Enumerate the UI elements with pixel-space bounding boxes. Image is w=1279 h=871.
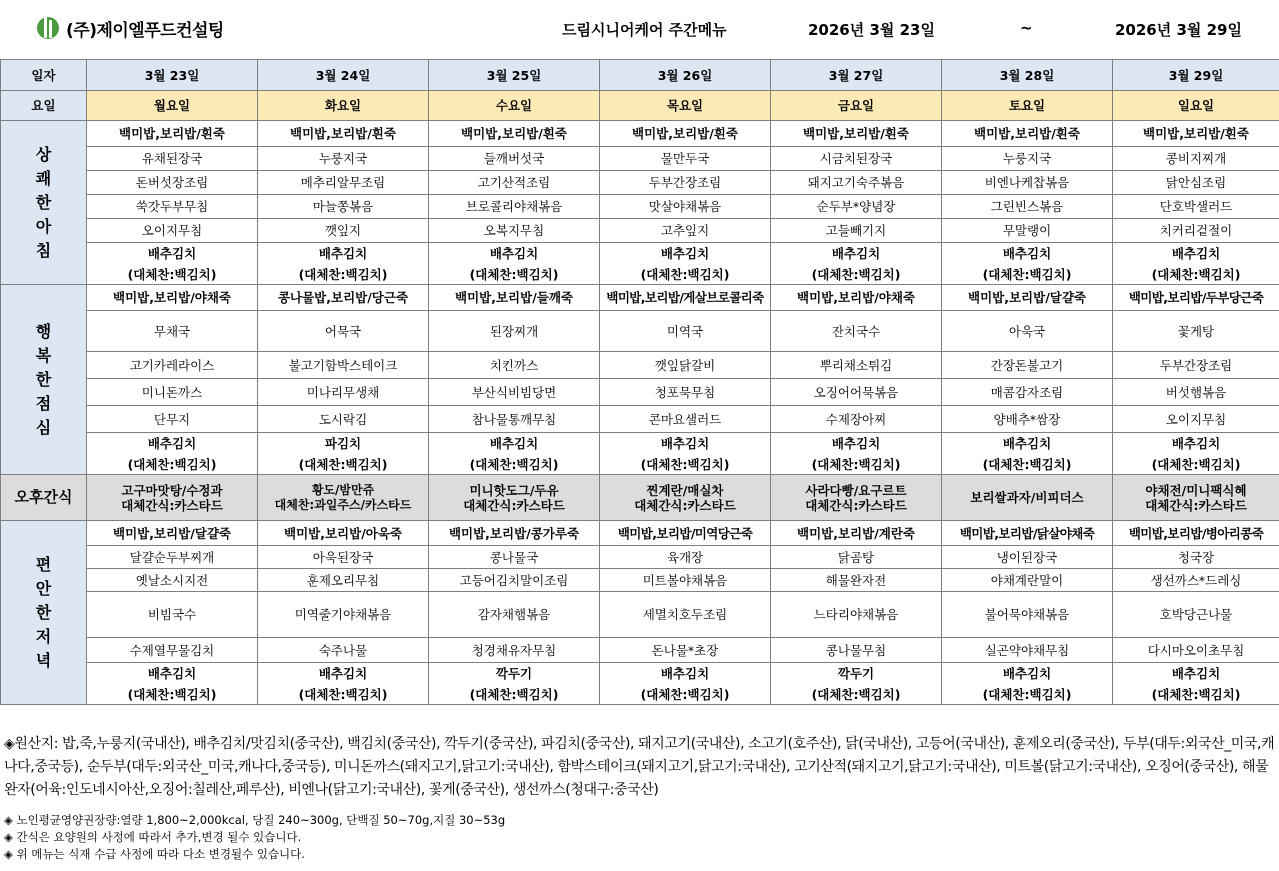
menu-cell: 그린빈스볶음: [942, 195, 1113, 219]
menu-cell: 순두부*양념장: [771, 195, 942, 219]
menu-cell: 고들빼기지: [771, 219, 942, 243]
snack-item: 미니핫도그/두유: [469, 482, 559, 498]
menu-cell: 백미밥,보리밥/게살브로콜리죽: [600, 285, 771, 311]
breakfast-label: [1, 121, 87, 285]
snack-note: ◈ 간식은 요양원의 사정에 따라서 추가,변경 될수 있습니다.: [4, 830, 302, 844]
menu-cell: 백미밥,보리밥/아욱죽: [258, 521, 429, 546]
menu-cell: 느타리야채볶음: [771, 592, 942, 638]
dinner-row: [1, 521, 1279, 546]
menu-cell: 물만두국: [600, 147, 771, 171]
menu-cell: 실곤약야채무침: [942, 638, 1113, 663]
lunch-row: [1, 433, 1279, 455]
dinner-row: [1, 569, 1279, 592]
menu-cell: 오이지무침: [1113, 406, 1279, 433]
snack-item: 황도/밤만쥬: [311, 482, 375, 497]
menu-cell: 고기산적조림: [429, 171, 600, 195]
menu-cell: 야채계란말이: [942, 569, 1113, 592]
snack-item: 고구마맛탕/수정과: [121, 482, 223, 498]
menu-cell: 고추잎지: [600, 219, 771, 243]
menu-cell: 유채된장국: [87, 147, 258, 171]
date-cell: 3월 27일: [771, 60, 942, 91]
snack-item: 보리쌀과자/비피더스: [970, 490, 1084, 505]
menu-cell: 콘마요샐러드: [600, 406, 771, 433]
menu-cell: 오징어어묵볶음: [771, 379, 942, 406]
menu-cell: 배추김치: [1113, 663, 1279, 685]
menu-cell: (대체찬:백김치): [258, 685, 429, 705]
date-cell: 3월 23일: [87, 60, 258, 91]
menu-cell: 누룽지국: [942, 147, 1113, 171]
menu-cell: 숙주나물: [258, 638, 429, 663]
menu-cell: 배추김치: [942, 663, 1113, 685]
date-separator: ~: [1020, 19, 1033, 37]
lunch-label: [1, 285, 87, 475]
menu-cell: (대체찬:백김치): [1113, 455, 1279, 475]
breakfast-row: [1, 219, 1279, 243]
menu-cell: (대체찬:백김치): [771, 455, 942, 475]
menu-cell: 배추김치: [258, 663, 429, 685]
menu-cell: 콩나물밥,보리밥/당근죽: [258, 285, 429, 311]
day-row: [1, 91, 1279, 121]
snack-cell: [771, 475, 942, 521]
snack-label: 오후간식: [1, 475, 87, 521]
menu-cell: 백미밥,보리밥/흰죽: [942, 121, 1113, 147]
menu-cell: 배추김치: [429, 433, 600, 455]
snack-cell: [258, 475, 429, 521]
dinner-row: [1, 663, 1279, 685]
menu-cell: 치킨까스: [429, 352, 600, 379]
lunch-row: [1, 285, 1279, 311]
menu-cell: 무말랭이: [942, 219, 1113, 243]
menu-cell: (대체찬:백김치): [87, 685, 258, 705]
menu-cell: 메추리알무조림: [258, 171, 429, 195]
menu-cell: 다시마오이초무침: [1113, 638, 1279, 663]
snack-cell: [429, 475, 600, 521]
snack-cell: [87, 475, 258, 521]
snack-alternative: 대체간식:카스타드: [121, 497, 223, 513]
menu-cell: 콩나물국: [429, 546, 600, 569]
menu-cell: 배추김치: [942, 433, 1113, 455]
menu-cell: 닭곰탕: [771, 546, 942, 569]
menu-cell: 고등어김치말이조림: [429, 569, 600, 592]
lunch-label-text: 행 복 한 점 심: [35, 321, 52, 437]
lunch-row: [1, 406, 1279, 433]
menu-cell: 수제열무물김치: [87, 638, 258, 663]
day-cell: 일요일: [1113, 91, 1279, 121]
menu-cell: 브로콜리야채볶음: [429, 195, 600, 219]
menu-cell: 청포묵무침: [600, 379, 771, 406]
menu-cell: 깻잎닭갈비: [600, 352, 771, 379]
nutrition-note: ◈ 노인평균영양권장량:열량 1,800~2,000kcal, 당질 240~300g, 단백질 50~70g,지질 30~53g: [4, 813, 506, 827]
menu-cell: 깻잎지: [258, 219, 429, 243]
menu-cell: 배추김치: [942, 243, 1113, 265]
menu-cell: 불어묵야채볶음: [942, 592, 1113, 638]
day-cell: 수요일: [429, 91, 600, 121]
menu-cell: 육개장: [600, 546, 771, 569]
menu-cell: 백미밥,보리밥/흰죽: [1113, 121, 1279, 147]
menu-cell: 훈제오리무침: [258, 569, 429, 592]
menu-cell: 백미밥,보리밥/흰죽: [87, 121, 258, 147]
menu-cell: (대체찬:백김치): [429, 455, 600, 475]
snack-alternative: 대체간식:카스타드: [1145, 497, 1247, 513]
date-cell: 3월 26일: [600, 60, 771, 91]
menu-cell: 오복지무침: [429, 219, 600, 243]
menu-cell: (대체찬:백김치): [600, 455, 771, 475]
menu-cell: (대체찬:백김치): [771, 685, 942, 705]
menu-cell: 배추김치: [600, 433, 771, 455]
menu-cell: (대체찬:백김치): [600, 265, 771, 285]
menu-cell: 배추김치: [771, 243, 942, 265]
menu-cell: 돼지고기숙주볶음: [771, 171, 942, 195]
menu-cell: 도시락김: [258, 406, 429, 433]
menu-cell: 비엔나케찹볶음: [942, 171, 1113, 195]
menu-cell: 백미밥,보리밥/두부당근죽: [1113, 285, 1279, 311]
breakfast-label-text: 상 쾌 한 아 침: [35, 144, 52, 260]
menu-cell: 미트볼야채볶음: [600, 569, 771, 592]
dinner-label-text: 편 안 한 저 녁: [35, 554, 52, 670]
menu-cell: (대체찬:백김치): [771, 265, 942, 285]
snack-cell: [600, 475, 771, 521]
menu-cell: 두부간장조림: [1113, 352, 1279, 379]
menu-cell: 고기카레라이스: [87, 352, 258, 379]
snack-item: 야채전/미니팩식혜: [1145, 482, 1247, 498]
breakfast-row: [1, 265, 1279, 285]
menu-cell: 해물완자전: [771, 569, 942, 592]
menu-cell: (대체찬:백김치): [942, 455, 1113, 475]
snack-alternative: 대체간식:카스타드: [805, 497, 907, 513]
menu-cell: 배추김치: [258, 243, 429, 265]
menu-cell: 부산식비빔당면: [429, 379, 600, 406]
menu-cell: 콩나물무침: [771, 638, 942, 663]
menu-cell: 닭안심조림: [1113, 171, 1279, 195]
menu-cell: 옛날소시지전: [87, 569, 258, 592]
menu-cell: 백미밥,보리밥/들깨죽: [429, 285, 600, 311]
date-cell: 3월 29일: [1113, 60, 1279, 91]
menu-cell: 백미밥,보리밥/흰죽: [258, 121, 429, 147]
menu-cell: (대체찬:백김치): [1113, 265, 1279, 285]
menu-cell: 생선까스*드레싱: [1113, 569, 1279, 592]
menu-cell: 쑥갓두부무침: [87, 195, 258, 219]
menu-cell: 콩비지찌개: [1113, 147, 1279, 171]
day-cell: 토요일: [942, 91, 1113, 121]
company-name: (주)제이엘푸드컨설팅: [66, 21, 224, 41]
breakfast-row: [1, 147, 1279, 171]
origin-note: ◈원산지: 밥,죽,누룽지(국내산), 배추김치/맛김치(중국산), 백김치(중국산), 깍두기(중국산), 파김치(중국산), 돼지고기(국내산), 소고기(호주산), 닭(국내산), 고등어(국내산), 훈제오리(중국산), 두부(대두:외국산_미국,캐나다,중국등), 순두부(대두:외국산_미국,캐나다,중국등), 미니돈까스(돼지고기,닭고기:국내산), 함박스테이크(돼지고기,닭고기:국내산), 고기산적(돼지고기,닭고기:국내산), 미트볼(닭고기:국내산), 오징어(중국산), 해물완자(어육:인도네시아산,오징어:칠레산,페루산), 비엔나(닭고기:국내산), 꽃게(중국산), 생선까스(청대구:중국산): [4, 736, 1275, 798]
breakfast-row: [1, 121, 1279, 147]
date-from: 2026년 3월 23일: [808, 21, 935, 39]
menu-cell: 맛살야채볶음: [600, 195, 771, 219]
dinner-row: [1, 546, 1279, 569]
menu-cell: 배추김치: [600, 243, 771, 265]
menu-cell: 깍두기: [429, 663, 600, 685]
menu-cell: 배추김치: [87, 243, 258, 265]
dinner-row: [1, 685, 1279, 705]
lunch-row: [1, 455, 1279, 475]
menu-cell: 배추김치: [429, 243, 600, 265]
footnotes: [4, 812, 1276, 863]
menu-cell: (대체찬:백김치): [1113, 685, 1279, 705]
menu-cell: 누룽지국: [258, 147, 429, 171]
dinner-label: [1, 521, 87, 705]
date-cell: 3월 25일: [429, 60, 600, 91]
menu-cell: 어묵국: [258, 311, 429, 352]
menu-cell: (대체찬:백김치): [258, 265, 429, 285]
menu-cell: 무채국: [87, 311, 258, 352]
menu-cell: 청국장: [1113, 546, 1279, 569]
day-cell: 목요일: [600, 91, 771, 121]
menu-cell: 돈버섯장조림: [87, 171, 258, 195]
menu-cell: 미역국: [600, 311, 771, 352]
menu-cell: (대체찬:백김치): [429, 685, 600, 705]
menu-cell: 파김치: [258, 433, 429, 455]
menu-cell: 감자채햄볶음: [429, 592, 600, 638]
menu-title: 드림시니어케어 주간메뉴: [562, 21, 727, 39]
menu-cell: 오이지무침: [87, 219, 258, 243]
menu-cell: 마늘쫑볶음: [258, 195, 429, 219]
date-label: 일자: [1, 60, 87, 91]
day-cell: 화요일: [258, 91, 429, 121]
menu-cell: (대체찬:백김치): [942, 265, 1113, 285]
weekly-menu-table: [0, 59, 1279, 705]
menu-cell: 꽃게탕: [1113, 311, 1279, 352]
snack-row: [1, 475, 1279, 521]
menu-cell: 양배추*쌈장: [942, 406, 1113, 433]
menu-cell: 버섯햄볶음: [1113, 379, 1279, 406]
menu-cell: 배추김치: [600, 663, 771, 685]
menu-cell: 배추김치: [771, 433, 942, 455]
lunch-row: [1, 311, 1279, 352]
menu-cell: 배추김치: [87, 433, 258, 455]
menu-cell: 아욱국: [942, 311, 1113, 352]
menu-cell: 뿌리채소튀김: [771, 352, 942, 379]
snack-alternative: 대체간식:카스타드: [634, 497, 736, 513]
menu-cell: 배추김치: [87, 663, 258, 685]
menu-cell: 돈나물*초장: [600, 638, 771, 663]
menu-cell: (대체찬:백김치): [87, 455, 258, 475]
snack-alternative: 대체찬:과일주스/카스타드: [274, 497, 412, 512]
menu-cell: 백미밥,보리밥/닭살야채죽: [942, 521, 1113, 546]
menu-cell: 깍두기: [771, 663, 942, 685]
menu-cell: 단호박샐러드: [1113, 195, 1279, 219]
snack-item: 찐계란/매실차: [646, 482, 724, 498]
company-logo-icon: [36, 10, 60, 46]
date-to: 2026년 3월 29일: [1115, 21, 1242, 39]
dinner-row: [1, 638, 1279, 663]
day-cell: 금요일: [771, 91, 942, 121]
menu-cell: 치커리겉절이: [1113, 219, 1279, 243]
menu-cell: 미니돈까스: [87, 379, 258, 406]
menu-cell: 매콤감자조림: [942, 379, 1113, 406]
menu-cell: 미역줄기야채볶음: [258, 592, 429, 638]
date-cell: 3월 24일: [258, 60, 429, 91]
breakfast-row: [1, 195, 1279, 219]
menu-cell: 시금치된장국: [771, 147, 942, 171]
menu-cell: 백미밥,보리밥/미역당근죽: [600, 521, 771, 546]
snack-alternative: 대체간식:카스타드: [463, 497, 565, 513]
menu-cell: (대체찬:백김치): [429, 265, 600, 285]
menu-cell: 잔치국수: [771, 311, 942, 352]
menu-cell: 백미밥,보리밥/흰죽: [600, 121, 771, 147]
menu-cell: 간장돈불고기: [942, 352, 1113, 379]
lunch-row: [1, 352, 1279, 379]
menu-cell: (대체찬:백김치): [258, 455, 429, 475]
menu-cell: 수제장아찌: [771, 406, 942, 433]
menu-cell: 세멸치호두조림: [600, 592, 771, 638]
dinner-row: [1, 592, 1279, 638]
menu-cell: 백미밥,보리밥/병아리콩죽: [1113, 521, 1279, 546]
menu-cell: (대체찬:백김치): [87, 265, 258, 285]
menu-cell: 백미밥,보리밥/흰죽: [771, 121, 942, 147]
menu-cell: 백미밥,보리밥/달걀죽: [87, 521, 258, 546]
snack-cell: [1113, 475, 1279, 521]
lunch-row: [1, 379, 1279, 406]
menu-cell: 달걀순두부찌개: [87, 546, 258, 569]
menu-cell: 불고기함박스테이크: [258, 352, 429, 379]
breakfast-row: [1, 243, 1279, 265]
menu-cell: 참나물통깨무침: [429, 406, 600, 433]
menu-cell: 호박당근나물: [1113, 592, 1279, 638]
menu-cell: 아욱된장국: [258, 546, 429, 569]
menu-cell: (대체찬:백김치): [600, 685, 771, 705]
date-row: [1, 60, 1279, 91]
breakfast-row: [1, 171, 1279, 195]
menu-cell: 백미밥,보리밥/계란죽: [771, 521, 942, 546]
snack-cell: [942, 475, 1113, 521]
day-cell: 월요일: [87, 91, 258, 121]
menu-cell: 단무지: [87, 406, 258, 433]
menu-cell: 배추김치: [1113, 243, 1279, 265]
menu-cell: 된장찌개: [429, 311, 600, 352]
snack-item: 사라다빵/요구르트: [805, 482, 907, 498]
menu-cell: 비빔국수: [87, 592, 258, 638]
menu-cell: 백미밥,보리밥/야채죽: [771, 285, 942, 311]
menu-cell: 두부간장조림: [600, 171, 771, 195]
menu-cell: 배추김치: [1113, 433, 1279, 455]
menu-cell: 들깨버섯국: [429, 147, 600, 171]
menu-cell: 백미밥,보리밥/흰죽: [429, 121, 600, 147]
menu-cell: 미나리무생채: [258, 379, 429, 406]
menu-cell: 백미밥,보리밥/달걀죽: [942, 285, 1113, 311]
day-label: 요일: [1, 91, 87, 121]
menu-cell: (대체찬:백김치): [942, 685, 1113, 705]
menu-cell: 냉이된장국: [942, 546, 1113, 569]
menu-cell: 백미밥,보리밥/야채죽: [87, 285, 258, 311]
date-cell: 3월 28일: [942, 60, 1113, 91]
page-header: [0, 0, 1279, 58]
change-note: ◈ 위 메뉴는 식재 수급 사정에 따라 다소 변경될수 있습니다.: [4, 847, 305, 861]
menu-cell: 청경채유자무침: [429, 638, 600, 663]
menu-cell: 백미밥,보리밥/콩가루죽: [429, 521, 600, 546]
